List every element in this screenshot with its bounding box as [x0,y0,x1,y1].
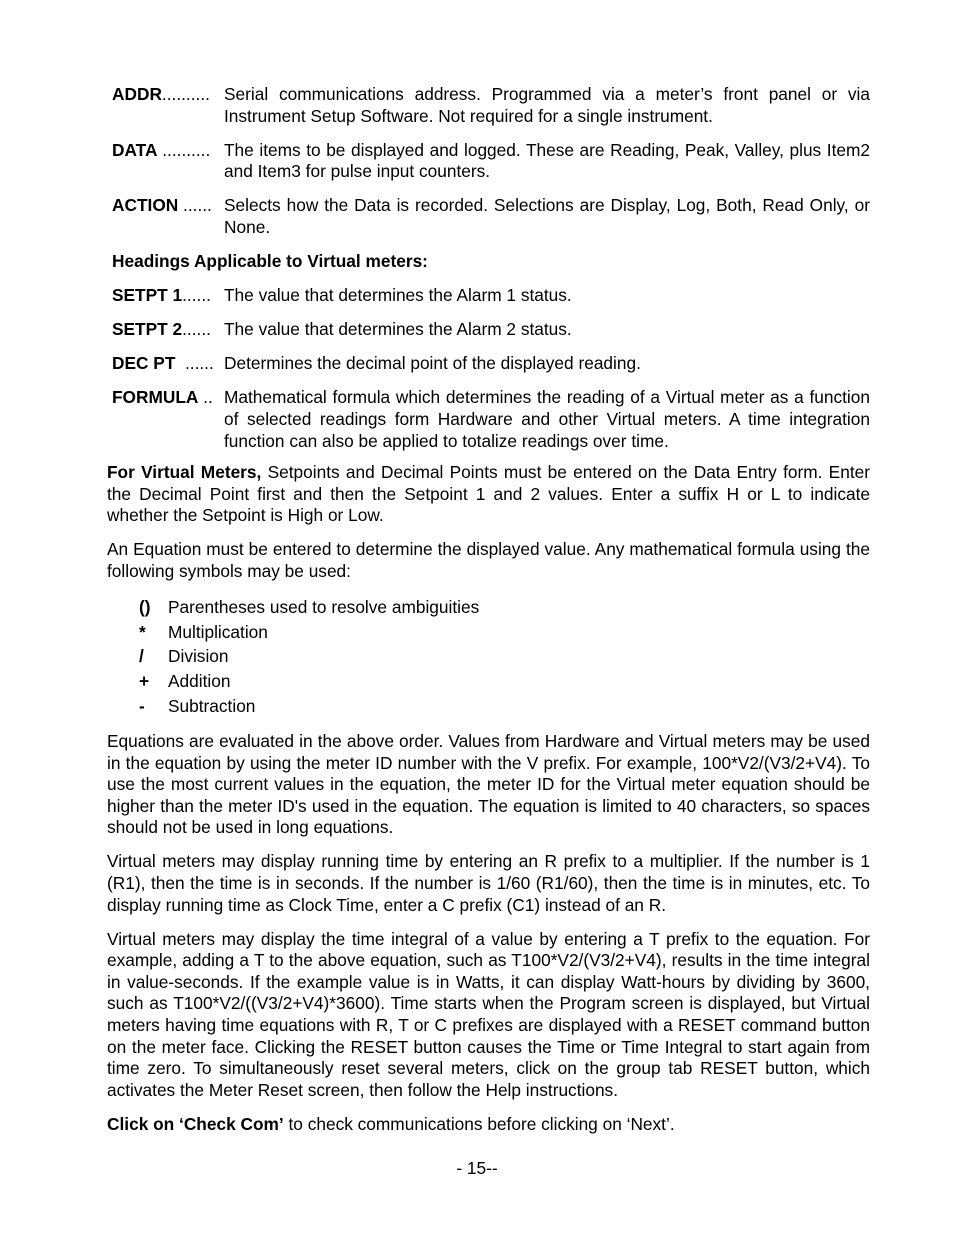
definition-desc: Determines the decimal point of the displayed reading. [224,353,641,374]
paragraph-evaluation-order: Equations are evaluated in the above order. Values from Hardware and Virtual meters may be used in the equation by using the meter ID number with the V prefix. For example, 100*V2/(V3/2+V4). To use the most current values in the equation, the meter ID for the Virtual meter equation should be higher than the meter ID's used in the equation. The equation is limited to 40 characters, so spaces should not be used in long equations. [107,730,870,838]
definition-term: DATA .......... [112,139,211,160]
definition-term: SETPT 1...... [112,285,211,306]
definition-desc: The value that determines the Alarm 1 status. [224,285,572,306]
symbol: + [139,671,150,692]
list-item [139,644,870,669]
list-item [139,694,870,719]
paragraph-check-com: Click on ‘Check Com’ to check communications before clicking on ‘Next’. [107,1113,675,1134]
definition-formula [112,387,870,452]
definition-decpt [112,353,870,375]
definition-term: ACTION ...... [112,195,212,216]
symbol-list [139,595,870,718]
symbol-label: Multiplication [168,621,268,642]
page-number: - 15-- [456,1158,498,1178]
paragraph-equation: An Equation must be entered to determine the displayed value. Any mathematical formula using the following symbols may be used: [107,539,870,581]
definition-desc: The value that determines the Alarm 2 status. [224,319,572,340]
definition-term: DEC PT ...... [112,353,214,374]
symbol-label: Addition [168,671,231,692]
paragraph-virtual-meters: For Virtual Meters, Setpoints and Decimal Points must be entered on the Data Entry form. Enter the Decimal Point first and then the Setpoint 1 and 2 values. Enter a suffix H or L to indicate whether the Setpoint is High or Low. [107,462,870,526]
definition-action [112,195,870,238]
symbol: () [139,596,151,617]
symbol-label: Parentheses used to resolve ambiguities [168,596,480,617]
definition-desc: Selects how the Data is recorded. Selections are Display, Log, Both, Read Only, or None. [224,195,870,237]
definition-term: ADDR.......... [112,84,210,104]
definition-data [112,140,870,183]
definition-desc: Serial communications address. Programmed via a meter’s front panel or via Instrument Setup Software. Not required for a single instrument. [224,84,870,126]
paragraph-time-integral: Virtual meters may display the time integral of a value by entering a T prefix to the equation. For example, adding a T to the above equation, such as T100*V2/(V3/2+V4), results in the time integral in value-seconds. If the example value is in Watts, it can display Watt-hours by dividing by 3600, such as T100*V2/((V3/2+V4)*3600). Time starts when the Program screen is displayed, but Virtual meters having time equations with R, T or C prefixes are displayed with a RESET command button on the meter face. Clicking the RESET button causes the Time or Time Integral to start again from time zero. To simultaneously reset several meters, click on the group tab RESET button, which activates the Meter Reset screen, then follow the Help instructions. [107,928,870,1100]
symbol: - [139,695,145,716]
definition-setpt1 [112,285,870,307]
list-item [139,595,870,620]
definition-desc: Mathematical formula which determines the reading of a Virtual meter as a function of selected readings form Hardware and other Virtual meters. A time integration function can also be applied to totalize readings over time. [224,387,870,451]
definition-addr [112,84,870,127]
list-item [139,620,870,645]
definition-setpt2 [112,319,870,341]
definition-term: SETPT 2...... [112,319,211,340]
field-definitions [112,84,870,465]
definition-term: FORMULA .. [112,387,213,408]
symbol-label: Division [168,646,229,667]
list-item [139,669,870,694]
symbol: * [139,621,146,642]
definition-desc: The items to be displayed and logged. These are Reading, Peak, Valley, plus Item2 and Item3 for pulse input counters. [224,139,870,182]
paragraph-running-time: Virtual meters may display running time by entering an R prefix to a multiplier. If the number is 1 (R1), then the time is in seconds. If the number is 1/60 (R1/60), then the time is in minutes, etc. To display running time as Clock Time, enter a C prefix (C1) instead of an R. [107,851,870,915]
virtual-headings-title: Headings Applicable to Virtual meters: [112,251,428,272]
symbol-label: Subtraction [168,695,256,716]
body-text [107,462,870,1148]
symbol: / [139,646,144,667]
